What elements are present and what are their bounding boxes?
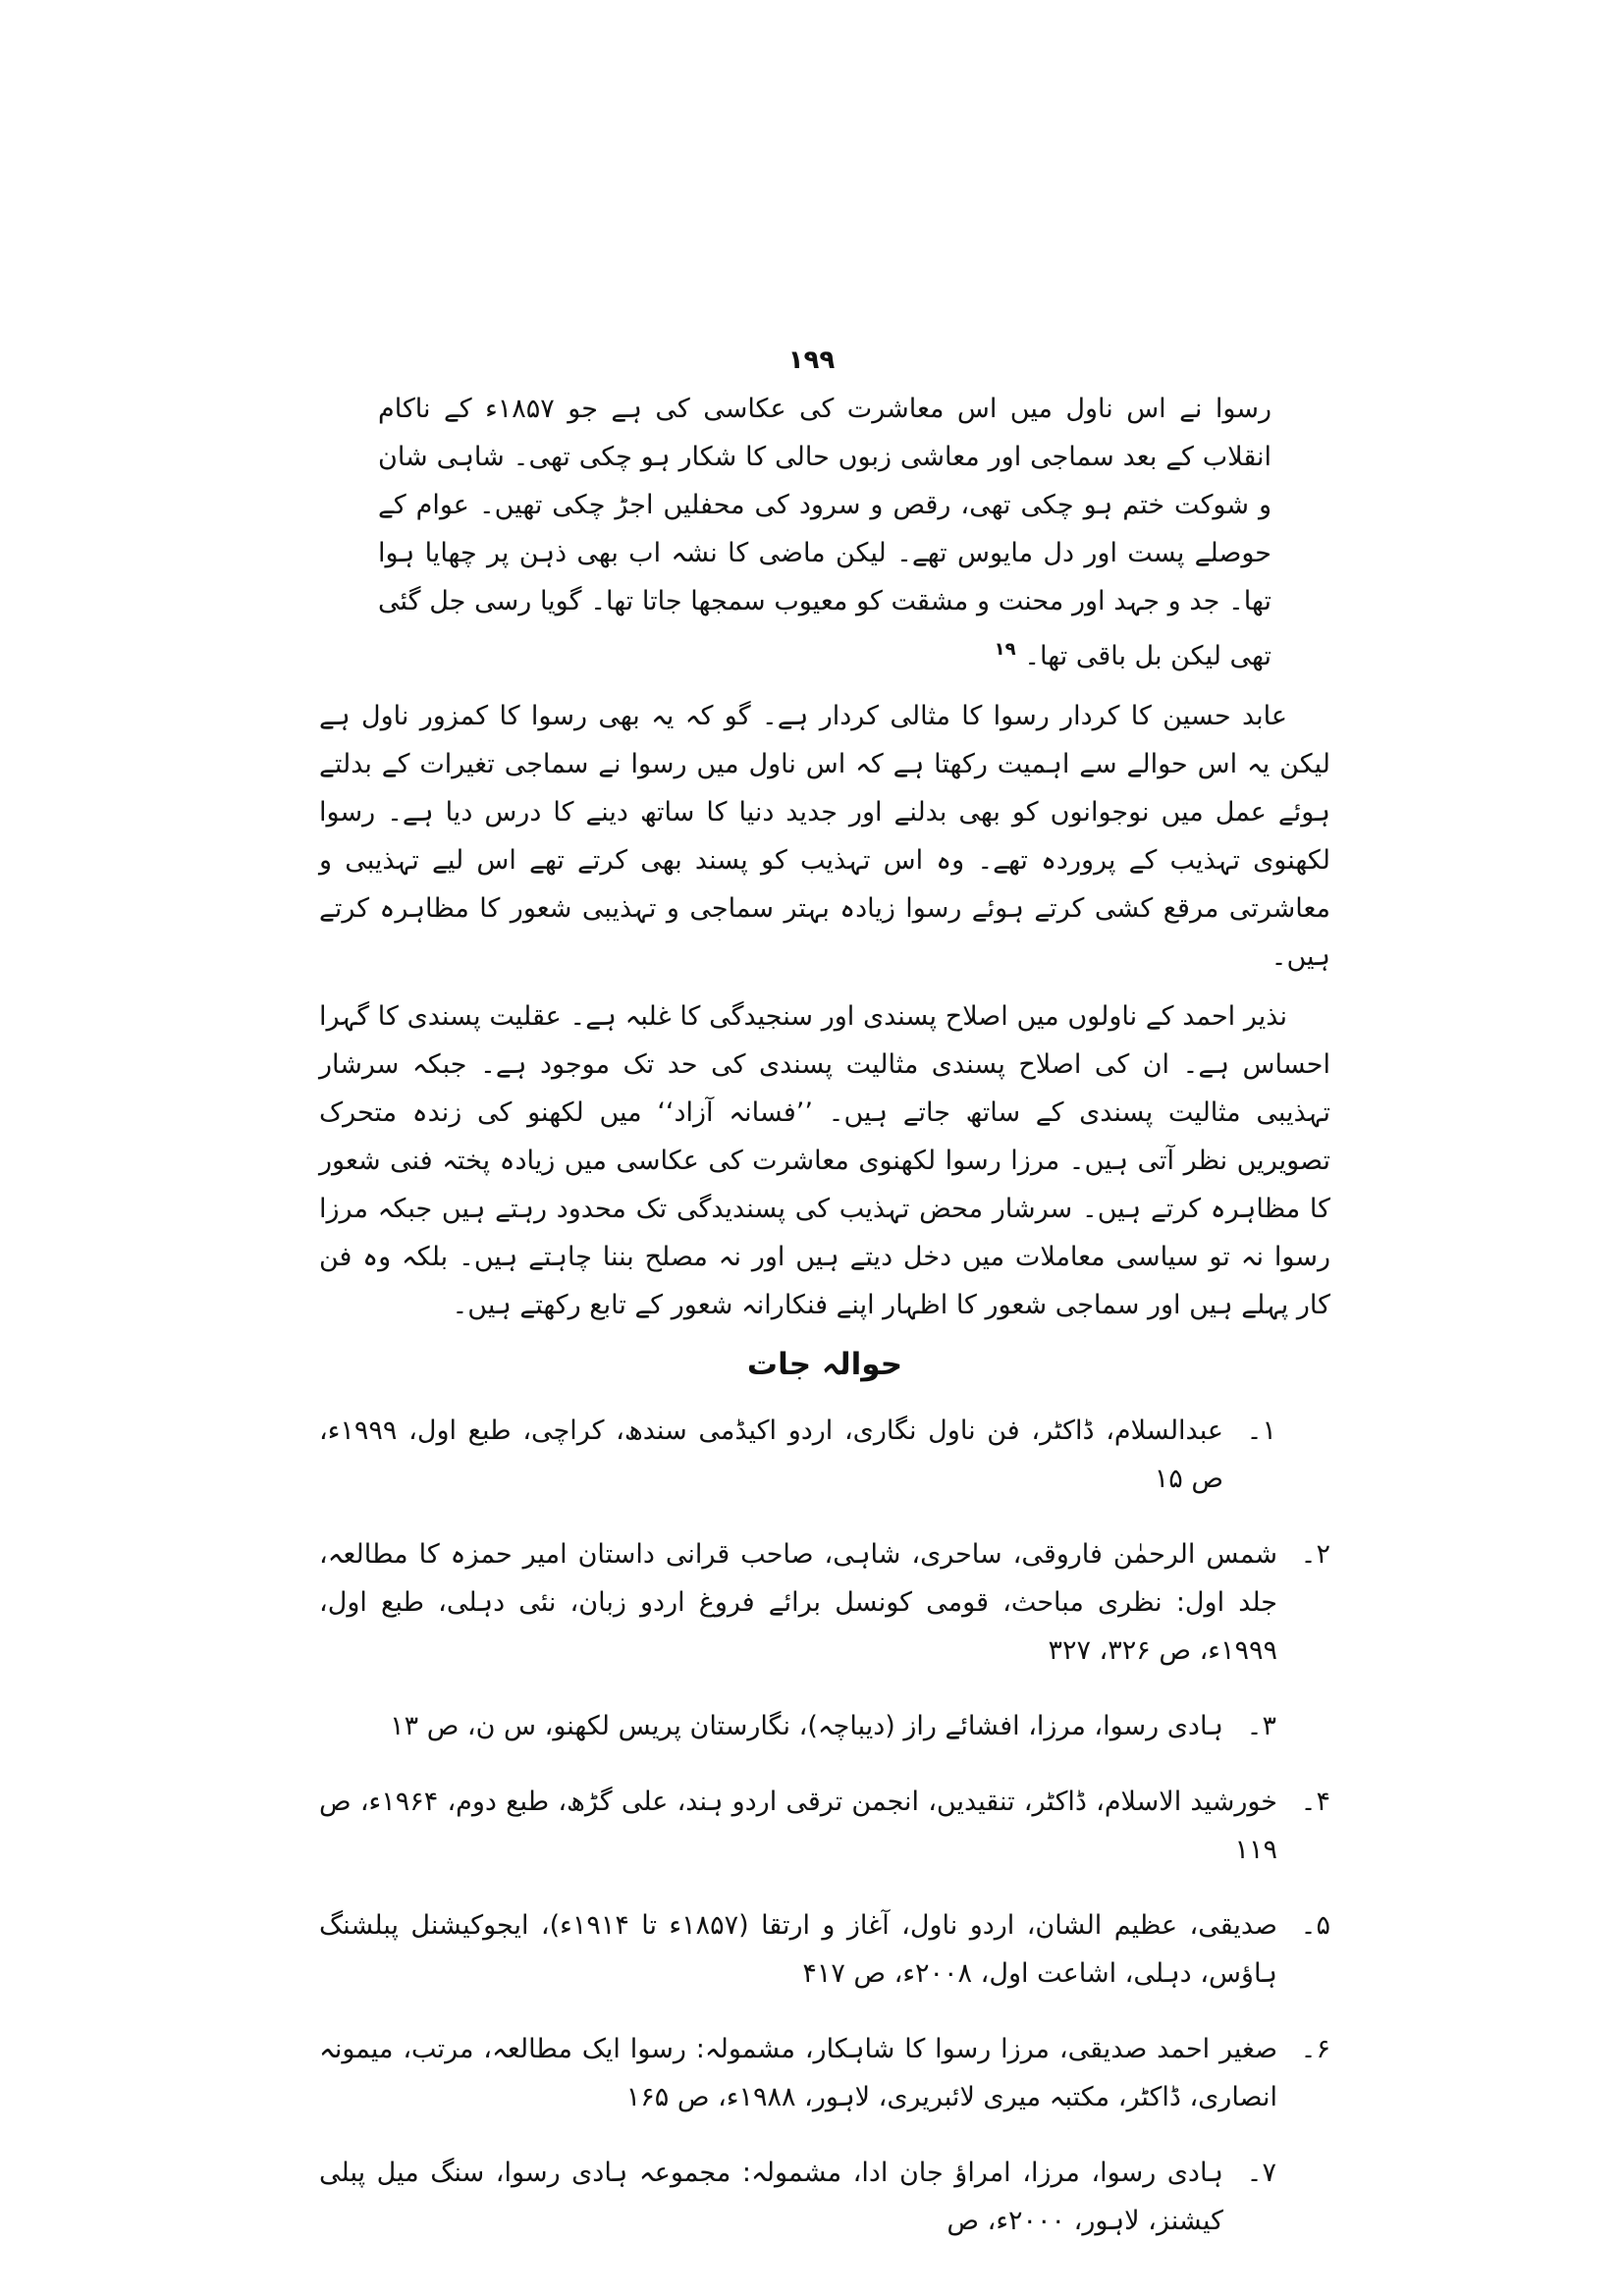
reference-number: ۳۔ <box>1246 1711 1276 1741</box>
reference-number: ۷۔ <box>1246 2158 1276 2188</box>
page-number: ۱۹۹ <box>787 346 836 375</box>
reference-item <box>319 1407 1276 1503</box>
reference-number: ۶۔ <box>1300 2034 1330 2064</box>
reference-number: ۲۔ <box>1300 1539 1330 1570</box>
reference-item <box>319 2149 1276 2245</box>
reference-item <box>319 1530 1330 1675</box>
reference-text: صدیقی، عظیم الشان، اردو ناول، آغاز و ارتقا (۱۸۵۷ء تا ۱۹۱۴ء)، ایجوکیشنل پبلشنگ ہاؤس، دہلی، اشاعت اول، ۲۰۰۸ء، ص ۴۱۷ <box>319 1910 1277 1989</box>
body-paragraph: نذیر احمد کے ناولوں میں اصلاح پسندی اور سنجیدگی کا غلبہ ہے۔ عقلیت پسندی کا گہرا احساس ہے۔ ان کی اصلاح پسندی مثالیت پسندی کی حد تک موجود ہے۔ جبکہ سرشار تہذیبی مثالیت پسندی کے ساتھ جاتے ہیں۔ ’’فسانہ آزاد‘‘ میں لکھنو کی زندہ متحرک تصویریں نظر آتی ہیں۔ مرزا رسوا لکھنوی معاشرت کی عکاسی میں زیادہ پختہ فنی شعور کا مظاہرہ کرتے ہیں۔ سرشار محض تہذیب کی پسندیدگی تک محدود رہتے ہیں جبکہ مرزا رسوا نہ تو سیاسی معاملات میں دخل دیتے ہیں اور نہ مصلح بننا چاہتے ہیں۔ بلکہ وہ فن کار پہلے ہیں اور سماجی شعور کا اظہار اپنے فنکارانہ شعور کے تابع رکھتے ہیں۔ <box>319 1001 1330 1320</box>
reference-text: ہادی رسوا، مرزا، افشائے راز (دیباچہ)، نگارستان پریس لکھنو، س ن، ص ۱۳ <box>390 1711 1223 1741</box>
references-heading: حوالہ جات <box>746 1347 903 1382</box>
reference-number: ۱۔ <box>1246 1415 1276 1446</box>
reference-item <box>319 2025 1330 2121</box>
page-content <box>319 385 1330 2272</box>
references-list <box>319 1407 1330 2245</box>
block-quote <box>378 385 1271 680</box>
paragraph-gap <box>319 680 1330 692</box>
reference-item <box>319 1702 1276 1750</box>
reference-number: ۴۔ <box>1300 1787 1330 1817</box>
footnote-marker: ۱۹ <box>994 639 1016 660</box>
block-quote-text: رسوا نے اس ناول میں اس معاشرت کی عکاسی کی ہے جو ۱۸۵۷ء کے ناکام انقلاب کے بعد سماجی اور معاشی زبوں حالی کا شکار ہو چکی تھی۔ شاہی شان و شوکت ختم ہو چکی تھی، رقص و سرود کی محفلیں اجڑ چکی تھیں۔ عوام کے حوصلے پست اور دل مایوس تھے۔ لیکن ماضی کا نشہ اب بھی ذہن پر چھایا ہوا تھا۔ جد و جہد اور محنت و مشقت کو معیوب سمجھا جاتا تھا۔ گویا رسی جل گئی تھی لیکن بل باقی تھا۔ <box>378 394 1271 671</box>
reference-text: ہادی رسوا، مرزا، امراؤ جان ادا، مشمولہ: مجموعہ ہادی رسوا، سنگ میل پبلی کیشنز، لاہور، ۲۰۰۰ء، ص <box>319 2158 1223 2236</box>
reference-text: عبدالسلام، ڈاکٹر، فن ناول نگاری، اردو اکیڈمی سندھ، کراچی، طبع اول، ۱۹۹۹ء، ص ۱۵ <box>319 1415 1223 1494</box>
reference-text: شمس الرحمٰن فاروقی، ساحری، شاہی، صاحب قرانی داستان امیر حمزہ کا مطالعہ، جلد اول: نظری مباحث، قومی کونسل برائے فروغ اردو زبان، نئی دہلی، طبع اول، ۱۹۹۹ء، ص ۳۲۶، ۳۲۷ <box>319 1539 1277 1666</box>
body-paragraph: عابد حسین کا کردار رسوا کا مثالی کردار ہے۔ گو کہ یہ بھی رسوا کا کمزور ناول ہے لیکن یہ اس حوالے سے اہمیت رکھتا ہے کہ اس ناول میں رسوا نے سماجی تغیرات کے بدلتے ہوئے عمل میں نوجوانوں کو بھی بدلنے اور جدید دنیا کا ساتھ دینے کا درس دیا ہے۔ رسوا لکھنوی تہذیب کے پروردہ تھے۔ وہ اس تہذیب کو پسند بھی کرتے تھے اس لیے تہذیبی و معاشرتی مرقع کشی کرتے ہوئے رسوا زیادہ بہتر سماجی و تہذیبی شعور کا مظاہرہ کرتے ہیں۔ <box>319 701 1330 972</box>
reference-item <box>319 1778 1330 1874</box>
reference-text: صغیر احمد صدیقی، مرزا رسوا کا شاہکار، مشمولہ: رسوا ایک مطالعہ، مرتب، میمونہ انصاری، ڈاکٹر، مکتبہ میری لائبریری، لاہور، ۱۹۸۸ء، ص ۱۶۵ <box>319 2034 1277 2112</box>
reference-number: ۵۔ <box>1300 1910 1330 1941</box>
paragraph-gap <box>319 981 1330 992</box>
reference-item <box>319 1901 1330 1998</box>
reference-text: خورشید الاسلام، ڈاکٹر، تنقیدیں، انجمن ترقی اردو ہند، علی گڑھ، طبع دوم، ۱۹۶۴ء، ص ۱۱۹ <box>319 1787 1278 1865</box>
